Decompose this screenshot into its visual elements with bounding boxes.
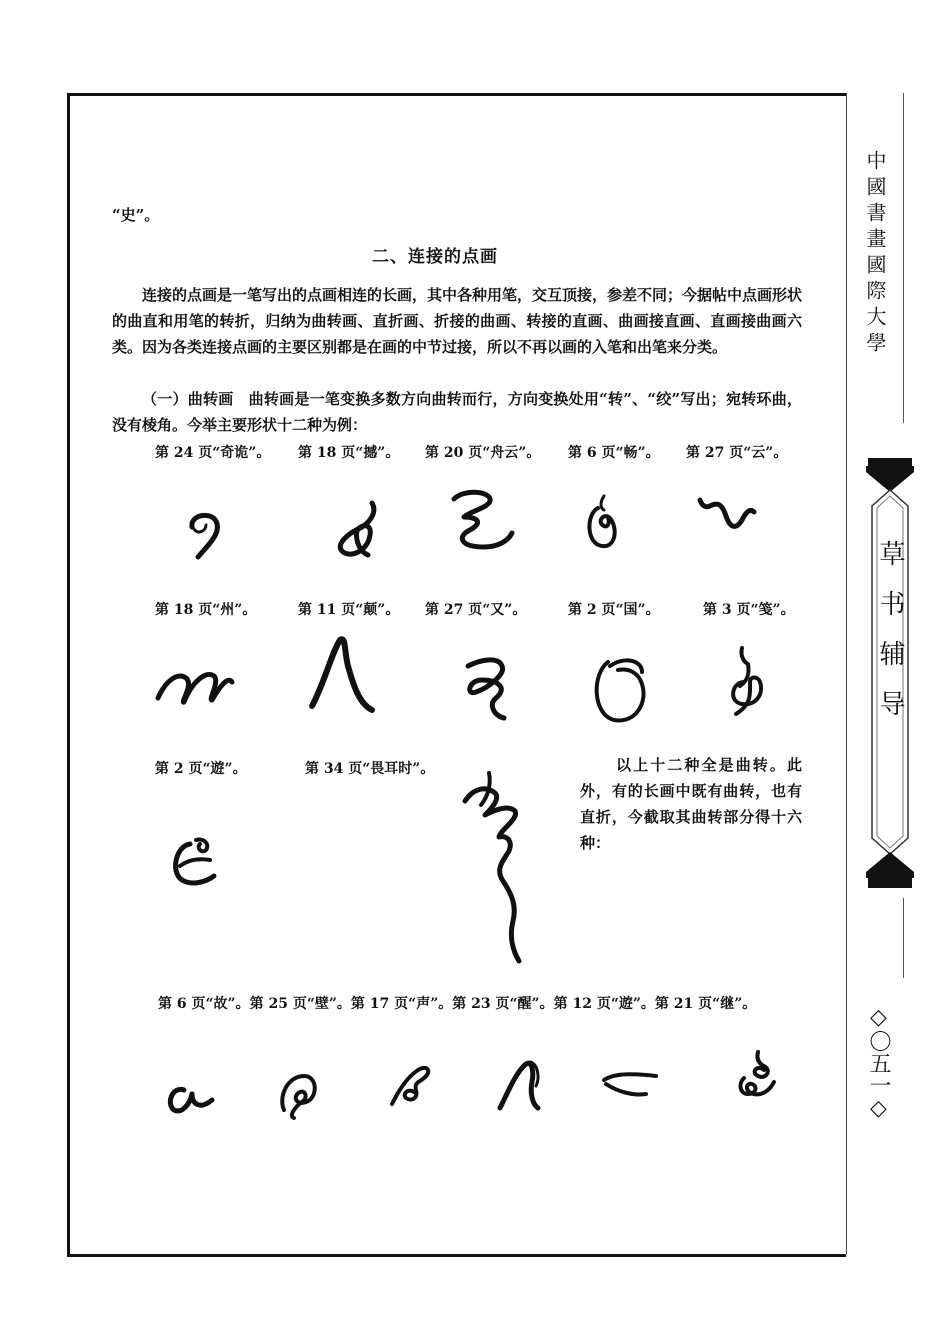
calligraphy-stroke-image (328, 495, 388, 561)
paragraph-1: 连接的点画是一笔写出的点画相连的长画，其中各种用笔，交互顶接，参差不同；今据帖中点画形状的曲直和用笔的转折，归纳为曲转画、直折画、折接的曲画、转接的直画、曲画接直画、直画接曲画六类。因为各类连接点画的主要区别都是在画的中节过接，所以不再以画的入笔和出笔来分类。 (112, 286, 803, 356)
caption: 第 24 页“奇诡”。 (155, 445, 271, 461)
page-number: ◇〇五一◇ (866, 1005, 891, 1121)
calligraphy-stroke-image (692, 492, 762, 540)
calligraphy-stroke-image (598, 1066, 664, 1106)
calligraphy-stroke-image (455, 765, 535, 970)
paragraph-2: （一）曲转画 曲转画是一笔变换多数方向曲转而行，方向变换处用“转”、“绞”写出；宛转环曲，没有棱角。今举主要形状十二种为例： (112, 390, 802, 434)
side-note: 以上十二种全是曲转。此外，有的长画中既有曲转，也有直折，今截取其曲转部分得十六种： (580, 756, 802, 852)
calligraphy-stroke-image (580, 492, 626, 556)
caption: 第 34 页“畏耳时”。 (305, 761, 435, 777)
book-title: 草书辅导 (875, 540, 905, 740)
calligraphy-stroke-image (162, 1074, 218, 1120)
calligraphy-stroke-image (444, 485, 520, 557)
caption: 第 27 页“云”。 (686, 445, 788, 461)
calligraphy-stroke-image (150, 660, 240, 710)
caption-row-4: 第 6 页“故”。第 25 页“壁”。第 17 页“声”。第 23 页“醒”。第 12 页“遊”。第 21 页“继”。 (158, 996, 757, 1012)
caption: 第 18 页“撼”。 (298, 445, 400, 461)
series-title: 中國書畫國際大學 (863, 150, 887, 358)
section-heading: 二、连接的点画 (372, 247, 498, 267)
banner-bottom-bar (868, 878, 912, 888)
caption: 第 11 页“颠”。 (298, 602, 400, 618)
calligraphy-stroke-image (494, 1052, 550, 1116)
calligraphy-stroke-image (384, 1058, 440, 1110)
caption: 第 6 页“畅”。 (568, 445, 660, 461)
calligraphy-stroke-image (734, 1046, 780, 1102)
caption: 第 18 页“州”。 (155, 602, 257, 618)
caption: 第 3 页“笺”。 (703, 602, 795, 618)
sidebar-rule-top (903, 93, 904, 423)
frame-divider (846, 93, 847, 1254)
banner-bottom-ornament (866, 848, 914, 878)
calligraphy-stroke-image (458, 652, 522, 724)
caption: 第 2 页“遊”。 (155, 761, 247, 777)
calligraphy-stroke-image (166, 830, 226, 892)
calligraphy-stroke-image (588, 650, 654, 726)
sidebar-rule-bottom (903, 898, 904, 978)
lead-fragment: “史”。 (112, 206, 160, 224)
calligraphy-stroke-image (180, 505, 230, 565)
caption: 第 27 页“又”。 (425, 602, 527, 618)
caption: 第 2 页“国”。 (568, 602, 660, 618)
calligraphy-stroke-image (274, 1068, 324, 1126)
calligraphy-stroke-image (720, 642, 776, 722)
caption: 第 20 页“舟云”。 (425, 445, 541, 461)
calligraphy-stroke-image (300, 632, 380, 716)
